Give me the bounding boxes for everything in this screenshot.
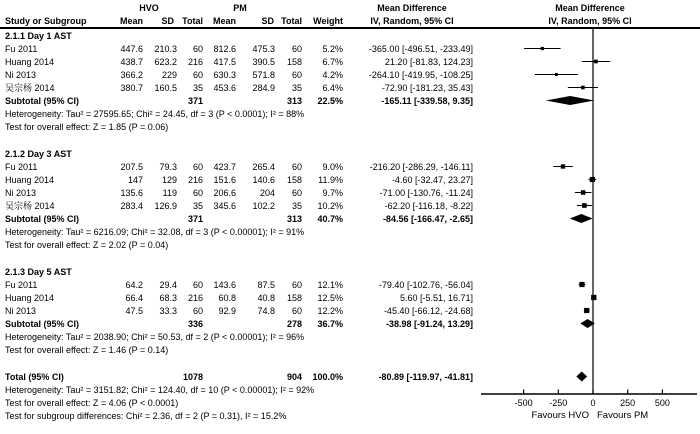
total-label: Total (95% CI) (5, 372, 64, 382)
study-name: Fu 2011 (5, 280, 38, 290)
study-name: 吴宗杨 2014 (5, 201, 55, 211)
subgroup-title: 2.1.3 Day 5 AST (5, 267, 72, 277)
hvo-sd-cell: 126.9 (154, 201, 177, 211)
hvo-sd-cell: 623.2 (154, 57, 177, 67)
point-estimate-marker (581, 190, 586, 195)
study-name: Huang 2014 (5, 293, 55, 303)
ci-text-cell: -62.20 [-116.18, -8.22] (384, 201, 473, 211)
pm-total-cell: 60 (291, 188, 302, 198)
point-estimate-marker (584, 308, 589, 313)
axis-tick-label: 0 (590, 398, 596, 408)
pm-total-cell: 60 (291, 280, 302, 290)
hvo-sd-cell: 129 (161, 175, 177, 185)
hvo-sd-cell: 29.4 (159, 280, 177, 290)
pm-mean-cell: 423.7 (213, 162, 236, 172)
subgroup-title: 2.1.2 Day 3 AST (5, 149, 72, 159)
weight-cell: 12.2% (317, 306, 343, 316)
md-column-title: Mean Difference (377, 3, 447, 13)
point-estimate-marker (590, 177, 595, 182)
hvo-total-cell: 371 (187, 96, 203, 106)
pm-sd-cell: 284.9 (252, 83, 275, 93)
heterogeneity-note: Heterogeneity: Tau² = 2038.90; Chi² = 50.53, df = 2 (P < 0.00001); I² = 96% (5, 332, 305, 342)
hvo-mean-cell: 283.4 (120, 201, 143, 211)
pm-mean-cell: 630.3 (213, 70, 236, 80)
pm-sd-cell: 140.6 (252, 175, 275, 185)
total-diamond (576, 372, 587, 382)
heterogeneity-note: Heterogeneity: Tau² = 27595.65; Chi² = 24.45, df = 3 (P < 0.0001); I² = 88% (5, 109, 305, 119)
ci-text-cell: -216.20 [-286.29, -146.11] (369, 162, 473, 172)
pm-total-cell: 158 (286, 175, 302, 185)
pm-total-cell: 60 (291, 44, 302, 54)
hvo-mean-cell: 366.2 (120, 70, 143, 80)
weight-cell: 5.2% (322, 44, 343, 54)
pm-mean-cell: 151.6 (213, 175, 236, 185)
col-header-hvo-mean: Mean (119, 16, 143, 26)
plot-title: Mean Difference (555, 3, 625, 13)
hvo-total-cell: 60 (192, 306, 203, 316)
ci-text-cell: -38.98 [-91.24, 13.29] (385, 319, 473, 329)
study-name: Huang 2014 (5, 175, 55, 185)
axis-tick-label: 250 (620, 398, 636, 408)
ci-text-cell: -264.10 [-419.95, -108.25] (368, 70, 473, 80)
ci-text-cell: -71.00 [-130.76, -11.24] (379, 188, 473, 198)
ci-text-cell: -165.11 [-339.58, 9.35] (381, 96, 473, 106)
pm-group-header: PM (233, 3, 247, 13)
study-name: Fu 2011 (5, 44, 38, 54)
axis-tick-label: -250 (549, 398, 568, 408)
pm-sd-cell: 390.5 (252, 57, 275, 67)
hvo-mean-cell: 64.2 (125, 280, 143, 290)
pm-mean-cell: 92.9 (218, 306, 236, 316)
pm-total-cell: 35 (291, 83, 302, 93)
pm-sd-cell: 204 (259, 188, 275, 198)
hvo-mean-cell: 47.5 (125, 306, 143, 316)
hvo-total-cell: 336 (187, 319, 203, 329)
weight-cell: 9.0% (322, 162, 343, 172)
ci-text-cell: -4.60 [-32.47, 23.27] (391, 175, 473, 185)
hvo-mean-cell: 135.6 (120, 188, 143, 198)
col-header-hvo-total: Total (182, 16, 203, 26)
weight-cell: 11.9% (318, 175, 343, 185)
hvo-total-cell: 60 (192, 162, 203, 172)
hvo-total-cell: 60 (192, 70, 203, 80)
weight-cell: 12.5% (317, 293, 343, 303)
hvo-total-cell: 216 (187, 57, 203, 67)
point-estimate-marker (594, 60, 598, 64)
overall-effect-note: Test for overall effect: Z = 1.85 (P = 0.06) (5, 122, 169, 132)
pm-mean-cell: 417.5 (213, 57, 236, 67)
pm-mean-cell: 143.6 (213, 280, 236, 290)
subtotal-diamond (546, 96, 594, 105)
point-estimate-marker (591, 295, 596, 300)
hvo-sd-cell: 79.3 (159, 162, 177, 172)
ci-text-cell: 21.20 [-81.83, 124.23] (384, 57, 473, 67)
hvo-mean-cell: 438.7 (120, 57, 143, 67)
hvo-mean-cell: 147 (127, 175, 143, 185)
pm-sd-cell: 102.2 (252, 201, 275, 211)
pm-total-cell: 313 (286, 214, 302, 224)
hvo-total-cell: 60 (192, 44, 203, 54)
subgroup-differences-note: Test for subgroup differences: Chi² = 2.36, df = 2 (P = 0.31), I² = 15.2% (5, 411, 287, 421)
hvo-total-cell: 371 (187, 214, 203, 224)
favours-hvo-label: Favours HVO (531, 410, 589, 421)
col-header-pm-total: Total (281, 16, 302, 26)
pm-total-cell: 278 (286, 319, 302, 329)
weight-cell: 10.2% (317, 201, 343, 211)
weight-cell: 6.4% (322, 83, 343, 93)
hvo-sd-cell: 160.5 (154, 83, 177, 93)
plot-subtitle: IV, Random, 95% CI (548, 16, 632, 26)
study-name: Ni 2013 (5, 306, 37, 316)
point-estimate-marker (555, 73, 558, 76)
point-estimate-marker (579, 282, 584, 287)
point-estimate-marker (581, 86, 585, 90)
col-header-pm-sd: SD (261, 16, 274, 26)
hvo-mean-cell: 447.6 (120, 44, 143, 54)
pm-sd-cell: 265.4 (252, 162, 275, 172)
hvo-sd-cell: 229 (161, 70, 177, 80)
pm-sd-cell: 74.8 (257, 306, 275, 316)
hvo-total-cell: 216 (187, 175, 203, 185)
total-overall-effect-note: Test for overall effect: Z = 4.06 (P < 0.0001) (5, 398, 179, 408)
pm-mean-cell: 345.6 (213, 201, 236, 211)
subtotal-label: Subtotal (95% CI) (5, 319, 80, 329)
pm-mean-cell: 60.8 (218, 293, 236, 303)
pm-total-cell: 158 (286, 293, 302, 303)
hvo-mean-cell: 66.4 (125, 293, 143, 303)
hvo-mean-cell: 380.7 (120, 83, 143, 93)
pm-sd-cell: 40.8 (257, 293, 275, 303)
pm-total-cell: 904 (286, 372, 302, 382)
hvo-sd-cell: 68.3 (159, 293, 177, 303)
col-header-pm-mean: Mean (212, 16, 236, 26)
col-header-weight: Weight (313, 16, 343, 26)
overall-effect-note: Test for overall effect: Z = 1.46 (P = 0.14) (5, 345, 169, 355)
hvo-sd-cell: 210.3 (154, 44, 177, 54)
subtotal-label: Subtotal (95% CI) (5, 214, 80, 224)
hvo-total-cell: 1078 (182, 372, 203, 382)
hvo-sd-cell: 119 (162, 188, 177, 198)
point-estimate-marker (541, 47, 544, 50)
ci-text-cell: -72.90 [-181.23, 35.43] (381, 83, 473, 93)
ci-text-cell: -79.40 [-102.76, -56.04] (378, 280, 473, 290)
hvo-total-cell: 35 (192, 201, 203, 211)
study-name: Fu 2011 (5, 162, 38, 172)
subtotal-diamond (570, 214, 593, 223)
total-heterogeneity-note: Heterogeneity: Tau² = 3151.82; Chi² = 124.40, df = 10 (P < 0.00001); I² = 92% (5, 385, 315, 395)
pm-sd-cell: 475.3 (252, 44, 275, 54)
pm-sd-cell: 571.8 (252, 70, 275, 80)
md-column-subtitle: IV, Random, 95% CI (370, 16, 454, 26)
col-header-hvo-sd: SD (161, 16, 174, 26)
ci-text-cell: 5.60 [-5.51, 16.71] (399, 293, 473, 303)
ci-text-cell: -84.56 [-166.47, -2.65] (382, 214, 473, 224)
study-name: Ni 2013 (5, 70, 37, 80)
study-name: 吴宗杨 2014 (5, 83, 55, 93)
col-header-study: Study or Subgroup (5, 16, 87, 26)
hvo-total-cell: 216 (187, 293, 203, 303)
pm-total-cell: 313 (286, 96, 302, 106)
weight-cell: 6.7% (322, 57, 343, 67)
weight-cell: 12.1% (317, 280, 343, 290)
axis-tick-label: 500 (654, 398, 670, 408)
point-estimate-marker (561, 164, 565, 168)
axis-tick-label: -500 (514, 398, 533, 408)
weight-cell: 22.5% (317, 96, 343, 106)
subgroup-title: 2.1.1 Day 1 AST (5, 31, 72, 41)
favours-pm-label: Favours PM (597, 410, 649, 421)
weight-cell: 40.7% (317, 214, 343, 224)
weight-cell: 100.0% (312, 372, 343, 382)
hvo-group-header: HVO (139, 3, 159, 13)
pm-mean-cell: 206.6 (213, 188, 236, 198)
subtotal-label: Subtotal (95% CI) (5, 96, 80, 106)
overall-effect-note: Test for overall effect: Z = 2.02 (P = 0.04) (5, 240, 169, 250)
hvo-total-cell: 60 (192, 280, 203, 290)
hvo-mean-cell: 207.5 (120, 162, 143, 172)
hvo-total-cell: 60 (192, 188, 203, 198)
weight-cell: 4.2% (322, 70, 343, 80)
pm-total-cell: 35 (291, 201, 302, 211)
ci-text-cell: -365.00 [-496.51, -233.49] (368, 44, 473, 54)
point-estimate-marker (582, 203, 587, 208)
ci-text-cell: -80.89 [-119.97, -41.81] (378, 372, 473, 382)
heterogeneity-note: Heterogeneity: Tau² = 6216.09; Chi² = 32.08, df = 3 (P < 0.00001); I² = 91% (5, 227, 305, 237)
pm-total-cell: 60 (291, 162, 302, 172)
pm-mean-cell: 453.6 (213, 83, 236, 93)
study-name: Ni 2013 (5, 188, 37, 198)
weight-cell: 36.7% (317, 319, 343, 329)
pm-total-cell: 60 (291, 70, 302, 80)
pm-sd-cell: 87.5 (257, 280, 275, 290)
weight-cell: 9.7% (322, 188, 343, 198)
hvo-sd-cell: 33.3 (159, 306, 177, 316)
pm-total-cell: 60 (291, 306, 302, 316)
ci-text-cell: -45.40 [-66.12, -24.68] (383, 306, 473, 316)
pm-mean-cell: 812.6 (213, 44, 236, 54)
hvo-total-cell: 35 (192, 83, 203, 93)
pm-total-cell: 158 (286, 57, 302, 67)
study-name: Huang 2014 (5, 57, 55, 67)
